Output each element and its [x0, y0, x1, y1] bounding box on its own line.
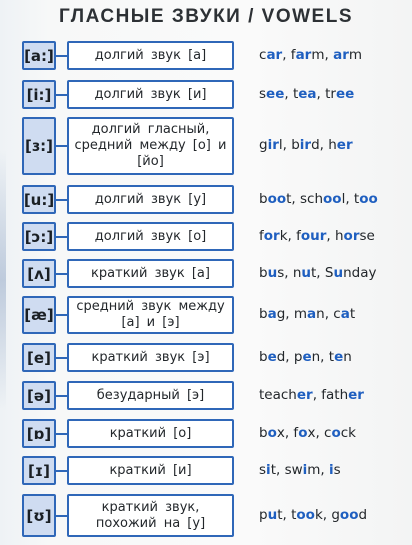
- vowel-description: долгий звук [и]: [67, 80, 234, 109]
- example-highlight: i: [266, 462, 271, 478]
- example-highlight: oo: [359, 191, 378, 207]
- example-text: m: [348, 47, 363, 63]
- example-highlight: o: [298, 425, 308, 441]
- vowel-description: краткий звук, похожий на [у]: [67, 494, 234, 537]
- example-text: d, p: [276, 349, 303, 365]
- vowel-description: краткий звук [э]: [67, 343, 234, 372]
- vowel-row: [0, 494, 412, 537]
- example-text: t, sch: [286, 191, 324, 207]
- vowel-symbol: [a:]: [22, 41, 56, 70]
- vowel-row: [0, 456, 412, 485]
- example-highlight: ir: [267, 137, 279, 153]
- page-title: ГЛАСНЫЕ ЗВУКИ / VOWELS: [58, 6, 354, 27]
- vowel-symbol: [ɔ:]: [22, 222, 56, 251]
- example-text: m,: [311, 47, 334, 63]
- example-highlight: a: [340, 306, 350, 322]
- vowel-row: [0, 222, 412, 251]
- example-text: n, c: [316, 306, 341, 322]
- vowel-row: [0, 381, 412, 410]
- example-text: n, t: [311, 349, 335, 365]
- example-highlight: o: [331, 425, 341, 441]
- example-text: b: [259, 349, 268, 365]
- vowel-examples: [259, 425, 356, 441]
- vowel-symbol: [u:]: [22, 185, 56, 214]
- vowel-row: [0, 419, 412, 448]
- example-text: t: [349, 306, 356, 322]
- vowel-description: долгий звук [о]: [67, 222, 234, 251]
- example-highlight: e: [334, 349, 344, 365]
- example-text: f: [259, 228, 264, 244]
- vowel-row: [0, 41, 412, 70]
- example-highlight: or: [263, 228, 280, 244]
- example-highlight: or: [343, 228, 360, 244]
- example-highlight: ee: [335, 86, 355, 102]
- vowel-examples: [259, 191, 378, 207]
- example-text: b: [259, 425, 268, 441]
- example-highlight: u: [301, 265, 312, 281]
- vowel-row: [0, 80, 412, 109]
- example-highlight: o: [267, 425, 277, 441]
- example-highlight: er: [336, 137, 353, 153]
- example-text: t, t: [277, 507, 297, 523]
- vowel-examples: [259, 507, 367, 523]
- example-text: d: [358, 507, 368, 523]
- example-text: s: [259, 86, 267, 102]
- vowel-symbol: [æ]: [22, 296, 56, 334]
- example-text: , f: [282, 47, 296, 63]
- vowel-row: [0, 185, 412, 214]
- vowel-description: краткий [о]: [67, 419, 234, 448]
- example-text: se: [359, 228, 375, 244]
- example-text: c: [259, 47, 267, 63]
- example-text: p: [259, 507, 268, 523]
- example-text: b: [259, 306, 268, 322]
- example-text: , tr: [316, 86, 336, 102]
- vowel-symbol: [ʌ]: [22, 259, 56, 288]
- vowel-examples: [259, 265, 376, 281]
- example-highlight: oo: [267, 191, 287, 207]
- example-text: x, c: [307, 425, 332, 441]
- example-highlight: a: [307, 306, 317, 322]
- example-highlight: ar: [333, 47, 349, 63]
- vowel-examples: [259, 387, 364, 403]
- example-highlight: ir: [299, 137, 312, 153]
- example-highlight: u: [267, 265, 278, 281]
- example-text: g: [259, 137, 268, 153]
- example-highlight: er: [296, 387, 313, 403]
- example-highlight: u: [333, 265, 344, 281]
- vowel-row: [0, 117, 412, 175]
- vowel-row: [0, 259, 412, 288]
- vowel-description: долгий звук [у]: [67, 185, 234, 214]
- vowel-examples: [259, 137, 353, 153]
- example-highlight: oo: [323, 191, 342, 207]
- vowel-symbol: [ɜ:]: [22, 117, 56, 175]
- vowel-examples: [259, 306, 355, 322]
- example-highlight: er: [348, 387, 364, 403]
- vowel-symbol: [ʊ]: [22, 494, 56, 537]
- example-highlight: e: [267, 349, 277, 365]
- vowel-symbol: [ə]: [22, 381, 56, 410]
- example-highlight: ar: [295, 47, 312, 63]
- vowel-description: средний звук между [а] и [э]: [67, 296, 234, 334]
- example-text: t, S: [311, 265, 334, 281]
- vowel-examples: [259, 228, 375, 244]
- example-text: s: [333, 462, 341, 478]
- example-text: l, t: [341, 191, 360, 207]
- vowel-symbol: [e]: [22, 343, 56, 372]
- example-highlight: i: [329, 462, 334, 478]
- vowel-examples: [259, 462, 341, 478]
- vowel-symbol: [i:]: [22, 80, 56, 109]
- example-highlight: oo: [296, 507, 315, 523]
- vowel-description: долгий гласный, средний между [о] и [йо]: [67, 117, 234, 175]
- example-highlight: ar: [266, 47, 283, 63]
- example-text: x, f: [276, 425, 299, 441]
- vowel-row: [0, 343, 412, 372]
- example-highlight: a: [267, 306, 277, 322]
- vowel-description: безударный [э]: [67, 381, 234, 410]
- example-text: k, g: [314, 507, 340, 523]
- vowel-description: краткий звук [а]: [67, 259, 234, 288]
- example-text: teach: [259, 387, 297, 403]
- example-text: n: [343, 349, 352, 365]
- example-text: b: [259, 191, 268, 207]
- example-highlight: ee: [266, 86, 285, 102]
- example-highlight: i: [302, 462, 308, 478]
- example-text: s, n: [277, 265, 302, 281]
- example-text: m,: [307, 462, 330, 478]
- example-text: , t: [284, 86, 299, 102]
- example-text: , h: [326, 228, 344, 244]
- vowel-description: краткий [и]: [67, 456, 234, 485]
- example-text: l, b: [278, 137, 300, 153]
- example-highlight: ea: [298, 86, 317, 102]
- vowel-examples: [259, 47, 362, 63]
- example-highlight: oo: [339, 507, 359, 523]
- example-highlight: e: [302, 349, 312, 365]
- vowel-row: [0, 296, 412, 334]
- example-text: k, f: [279, 228, 301, 244]
- vowel-examples: [259, 86, 354, 102]
- vowel-symbol: [ɪ]: [22, 456, 56, 485]
- example-highlight: our: [300, 228, 327, 244]
- vowel-examples: [259, 349, 352, 365]
- example-text: , fath: [312, 387, 349, 403]
- vowel-description: долгий звук [а]: [67, 41, 234, 70]
- example-text: nday: [343, 265, 377, 281]
- example-text: s: [259, 462, 267, 478]
- example-text: d, h: [311, 137, 337, 153]
- example-text: b: [259, 265, 268, 281]
- example-text: g, m: [276, 306, 308, 322]
- example-text: t, sw: [270, 462, 303, 478]
- example-highlight: u: [267, 507, 278, 523]
- vowel-symbol: [ɒ]: [22, 419, 56, 448]
- example-text: ck: [340, 425, 356, 441]
